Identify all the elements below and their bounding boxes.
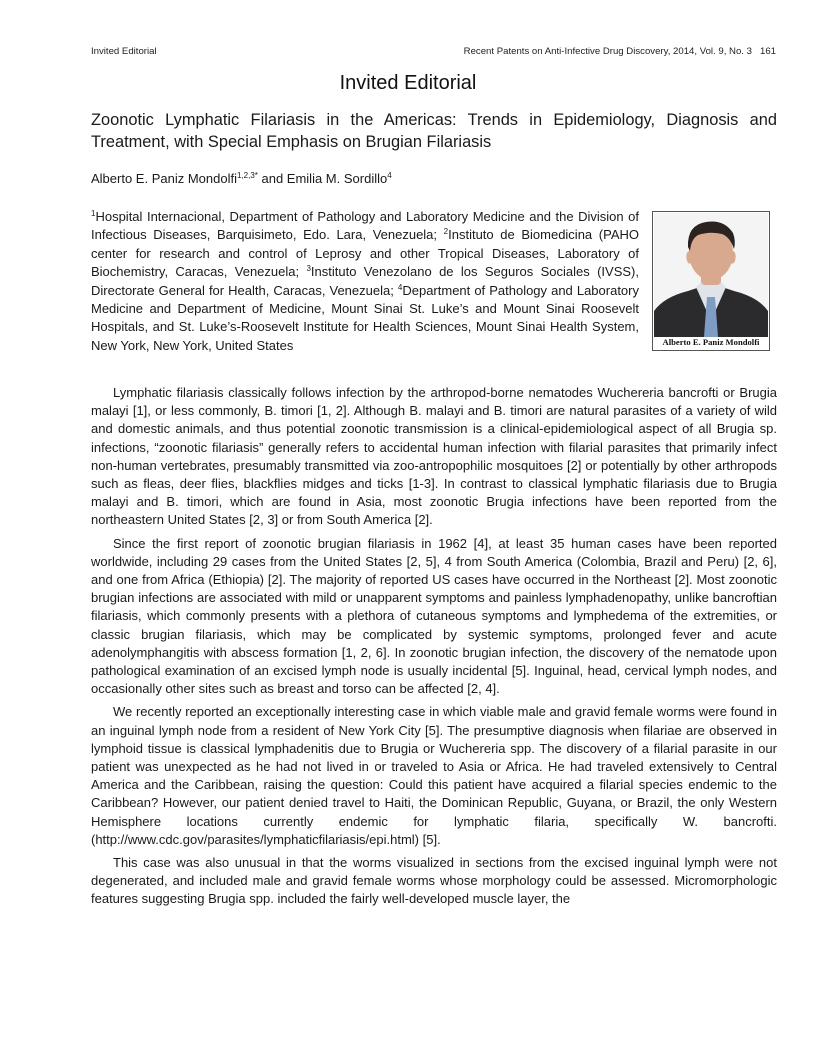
body-paragraph: Since the first report of zoonotic brugian filariasis in 1962 [4], at least 35 human cases have been reported worldwide, including 29 cases from the United States [2, 5], 4 from South America (Colombia, Brazil and Peru) [2, 6], and one from Africa (Ethiopia) [2]. The majority of reported US cases have occurred in the Northeast [2]. Most zoonotic brugian infections are associated with mild or unapparent symptoms and painless lymphadenopathy, unlike bancroftian filariasis, which commonly presents with a plethora of cutaneous symptoms and lymphedema of the extremities, or classic brugian filariasis, which may be complicated by systemic symptoms, prolonged fever and acute adenolymphangitis with abscess formation [1, 2, 6]. In zoonotic brugian infection, the discovery of the nematode upon pathological examination of an excised lymph node is usually incidental [5]. Inguinal, head, cervical lymph nodes, and occasionally other sites such as breast and torso can be affected [2, 4]. [91, 535, 777, 697]
affiliations [91, 208, 639, 355]
article-title: Zoonotic Lymphatic Filariasis in the Americas: Trends in Epidemiology, Diagnosis and Treatment, with Special Emphasis on Brugian Filariasis [91, 111, 777, 151]
photo-caption: Alberto E. Paniz Mondolfi [655, 337, 767, 348]
body-paragraph: This case was also unusual in that the worms visualized in sections from the excised inguinal lymph were not degenerated, and included male and gravid female worms whose morphology could be assessed. Micromorphologic features suggesting Brugia spp. included the fairly well-developed muscle layer, the [91, 855, 777, 907]
affiliation-text: Instituto Venezolano de los Seguros Sociales (IVSS), Directorate General for Health, Caracas, Venezuela; [91, 264, 639, 298]
article-body [91, 384, 777, 914]
journal-citation: Recent Patents on Anti-Infective Drug Discovery, 2014, Vol. 9, No. 3 [463, 46, 752, 57]
affiliation-mark: 1 [91, 209, 96, 218]
author-name: Emilia M. Sordillo [286, 171, 388, 186]
affiliation-text: Instituto de Biomedicina (PAHO center for research and control of Leprosy and other Tropical Diseases, Laboratory of Biochemistry, Caracas, Venezuela; [91, 227, 639, 280]
author-conjunction: and [257, 171, 287, 186]
author-affiliation-marks: 4 [387, 171, 392, 180]
author-affiliation-marks: 1,2,3* [236, 171, 258, 180]
running-header-journal-info [464, 46, 776, 57]
affiliation-text: Hospital Internacional, Department of Pathology and Laboratory Medicine and the Division of Infectious Diseases, Barquisimeto, Edo. Lara, Venezuela; [91, 209, 639, 243]
author-photo [652, 211, 770, 351]
section-title: Invited Editorial [339, 72, 477, 94]
affiliation-text: Department of Pathology and Laboratory Medicine and Department of Medicine, Mount Sinai St. Luke’s and Mount Sinai Roosevelt Hospitals, and St. Luke’s-Roosevelt Institute for Health Sciences, Mount Sinai Health System, New York, New York, United States [91, 282, 639, 353]
affiliation-mark: 4 [397, 282, 403, 292]
affiliation-mark: 2 [443, 227, 449, 237]
running-header-section: Invited Editorial [91, 46, 157, 57]
author-list [91, 171, 777, 186]
affiliation-mark: 3 [306, 264, 311, 274]
body-paragraph: Lymphatic filariasis classically follows infection by the arthropod-borne nematodes Wuchereria bancrofti or Brugia malayi [1], or less commonly, B. timori [1, 2]. Although B. malayi and B. timori are natural parasites of a variety of wild and domestic animals, and thus potential zoonotic transmission is a clinical-epidemiological aspect of all Brugia sp. infections, “zoonotic filariasis” generally refers to accidental human infection with filarial parasites that primarily infect non-human vertebrates, presumably transmitted via zoo-antropophilic mosquitoes [2] or potentially by other arthropods such as fleas, deer flies, blackflies midges and ticks [1-3]. In contrast to classical lymphatic filariasis due to Brugia malayi and B. timori, which are found in Asia, most zoonotic Brugia infections have been reported from the northeastern United States [2, 3] or from South America [2]. [91, 385, 777, 528]
author-name: Alberto E. Paniz Mondolfi [91, 171, 237, 186]
page-number: 161 [759, 46, 776, 57]
body-paragraph: We recently reported an exceptionally interesting case in which viable male and gravid female worms were found in an inguinal lymph node from a resident of New York City [5]. The presumptive diagnosis when filariae are observed in lymphoid tissue is classical lymphadenitis due to Brugia or Wuchereria spp. The discovery of a filarial parasite in our patient was unexpected as he had not lived in or traveled to Asia or Africa. He had traveled extensively to Central America and the Caribbean, raising the question: Could this patient have acquired a filarial species endemic to the Caribbean? However, our patient denied travel to Haiti, the Dominican Republic, Guyana, or Brazil, the only Western Hemisphere locations currently endemic for lymphatic filaria, specifically W. bancrofti. (http://www.cdc.gov/parasites/lymphaticfilariasis/​epi.html) [5]. [91, 704, 777, 847]
author-portrait-image [654, 213, 768, 337]
